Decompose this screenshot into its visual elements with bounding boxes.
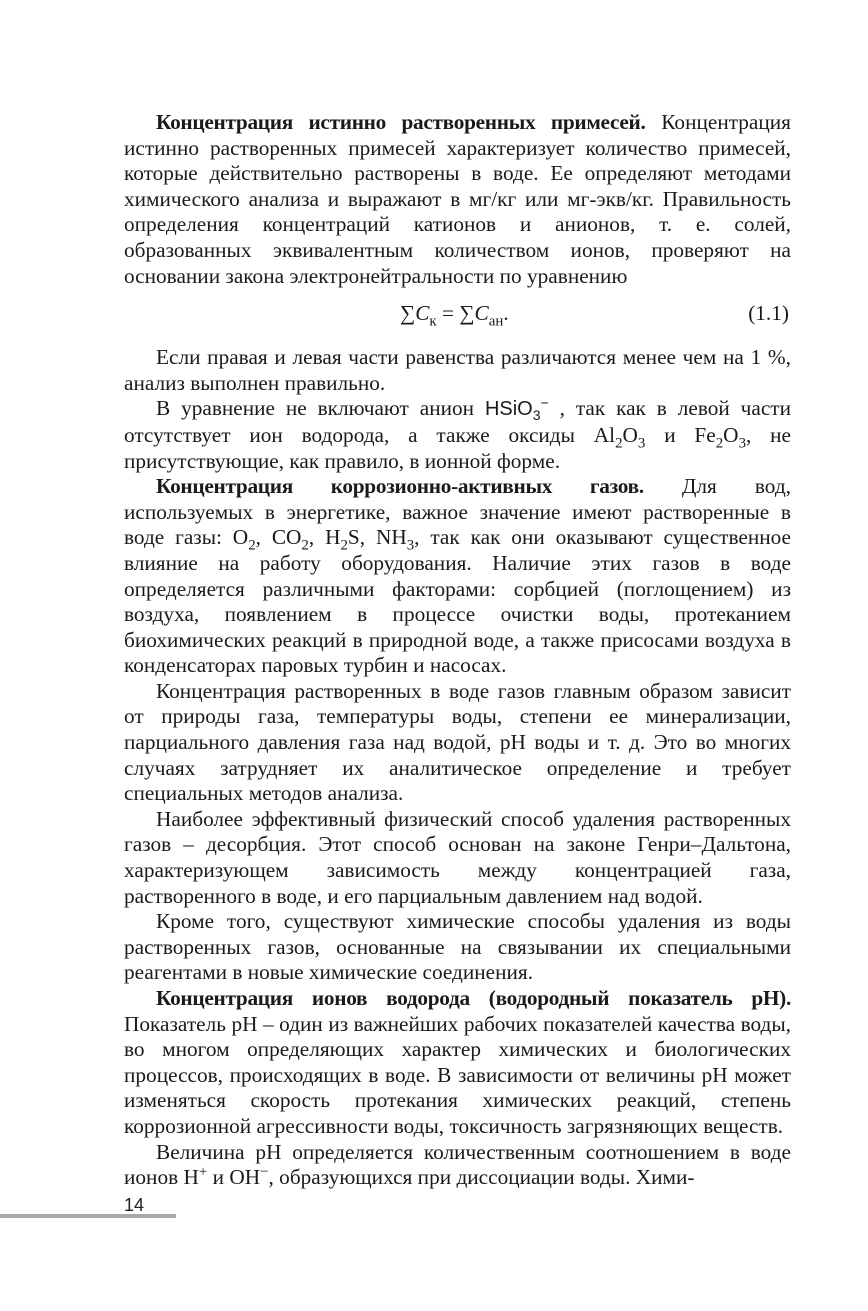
section-heading: Концентрация истинно растворенных примесей. bbox=[156, 110, 646, 134]
paragraph-true-solution-concentration bbox=[124, 110, 791, 289]
formula-superscript: − bbox=[260, 1164, 269, 1181]
formula-subscript: 2 bbox=[248, 537, 256, 554]
paragraph-balance-check bbox=[124, 345, 791, 396]
paragraph-text: Величина pH определяется количественным соотношением в воде ионов H bbox=[124, 1139, 791, 1190]
paragraph-text: Концентрация истинно растворенных примесей характеризует количество примесей, которые действительно растворены в воде. Ее определяют методами химического анализа и выражают в мг/кг или мг-экв/кг. Правильность определения концентраций катионов и анионов, т. е. солей, образованных эквивалентным количеством ионов, проверяют на основании закона электронейтральности по уравнению bbox=[124, 110, 791, 288]
equation-subscript: ан bbox=[488, 313, 504, 330]
paragraph-text: , CO bbox=[255, 525, 302, 550]
formula-subscript: 3 bbox=[738, 435, 747, 452]
paragraph-text: и OH bbox=[207, 1165, 261, 1190]
page-body bbox=[124, 110, 791, 1191]
equals-sign: = bbox=[436, 301, 460, 326]
section-heading: Концентрация ионов водорода (водородный показатель pH). bbox=[156, 986, 791, 1010]
paragraph-text: O bbox=[723, 422, 739, 447]
paragraph-text: , H bbox=[308, 525, 341, 550]
sum-symbol: ∑ bbox=[459, 301, 475, 326]
formula-superscript: + bbox=[198, 1164, 208, 1181]
equation-formula bbox=[400, 301, 509, 330]
equation-variable: C bbox=[415, 301, 430, 326]
formula-subscript: 3 bbox=[532, 407, 541, 424]
paragraph-text: В уравнение не включают анион bbox=[156, 396, 485, 421]
paragraph-text: Кроме того, существуют химические способы удаления из воды растворенных газов, основанные на связывании их специальными реагентами в новые химические соединения. bbox=[124, 909, 791, 985]
footer-rule bbox=[0, 1214, 176, 1218]
paragraph-text: S, NH bbox=[347, 525, 407, 550]
page-number: 14 bbox=[124, 1195, 145, 1215]
paragraph-desorption bbox=[124, 807, 791, 909]
paragraph-text: , не присутствующие, как правило, в ионной форме. bbox=[124, 422, 792, 473]
formula-subscript: 2 bbox=[715, 435, 724, 452]
paragraph-text: Показатель pH – один из важнейших рабочих показателей качества воды, во многом определяющих характер химических и биологических процессов, происходящих в воде. В зависимости от величины pH может изменяться скорость протекания химических реакций, степень коррозионной агрессивности воды, токсичность загрязняющих веществ. bbox=[124, 1011, 791, 1138]
formula-subscript: 2 bbox=[340, 537, 348, 554]
paragraph-text: , так как они оказывают существенное влияние на работу оборудования. Наличие этих газов в воде определяется различными факторами: сорбцией (поглощением) из воздуха, появлением в процессе очистки воды, протеканием биохимических реакций в природной воде, а также присосами воздуха в конденсаторах паровых турбин и насосах. bbox=[124, 525, 791, 678]
formula-superscript: − bbox=[540, 394, 549, 411]
anion-formula bbox=[484, 394, 549, 424]
formula-base: HSiO bbox=[484, 398, 533, 421]
formula-subscript: 2 bbox=[615, 435, 623, 452]
paragraph-text: и Fe bbox=[645, 422, 716, 447]
paragraph-chemical-removal bbox=[124, 909, 791, 986]
formula-subscript: 3 bbox=[637, 435, 646, 452]
equation-period: . bbox=[503, 301, 509, 326]
paragraph-gas-concentration-factors bbox=[124, 679, 791, 807]
equation-number: (1.1) bbox=[748, 301, 789, 326]
paragraph-ph bbox=[124, 986, 791, 1140]
paragraph-text: , так как в левой части отсутствует ион водорода, а также оксиды Al bbox=[124, 396, 791, 447]
paragraph-text: , образующихся при диссоциации воды. Хими- bbox=[268, 1165, 695, 1190]
formula-subscript: 2 bbox=[301, 537, 309, 554]
paragraph-anion-exclusion bbox=[124, 396, 791, 474]
paragraph-text: Наиболее эффективный физический способ удаления растворенных газов – десорбция. Этот способ основан на законе Генри–Дальтона, характеризующем зависимость между концентрацией газа, растворенного в воде, и его парциальным давлением над водой. bbox=[124, 806, 791, 908]
formula-subscript: 3 bbox=[406, 537, 415, 554]
paragraph-text: Концентрация растворенных в воде газов главным образом зависит от природы газа, температуры воды, степени ее минерализации, парциального давления газа над водой, pH воды и т. д. Это во многих случаях затрудняет их аналитическое определение и требует специальных методов анализа. bbox=[124, 678, 791, 806]
equation-1-1 bbox=[124, 289, 791, 345]
paragraph-corrosive-gases bbox=[124, 474, 791, 679]
equation-subscript: к bbox=[429, 313, 437, 330]
paragraph-ph-ions bbox=[124, 1140, 791, 1191]
sum-symbol: ∑ bbox=[400, 301, 416, 326]
equation-variable: C bbox=[474, 301, 489, 326]
paragraph-text: Если правая и левая части равенства различаются менее чем на 1 %, анализ выполнен правильно. bbox=[124, 345, 791, 395]
paragraph-text: Для вод, используемых в энергетике, важное значение имеют растворенные в воде газы: O bbox=[124, 474, 791, 550]
paragraph-text: O bbox=[622, 422, 638, 447]
section-heading: Концентрация коррозионно-активных газов. bbox=[156, 474, 644, 499]
